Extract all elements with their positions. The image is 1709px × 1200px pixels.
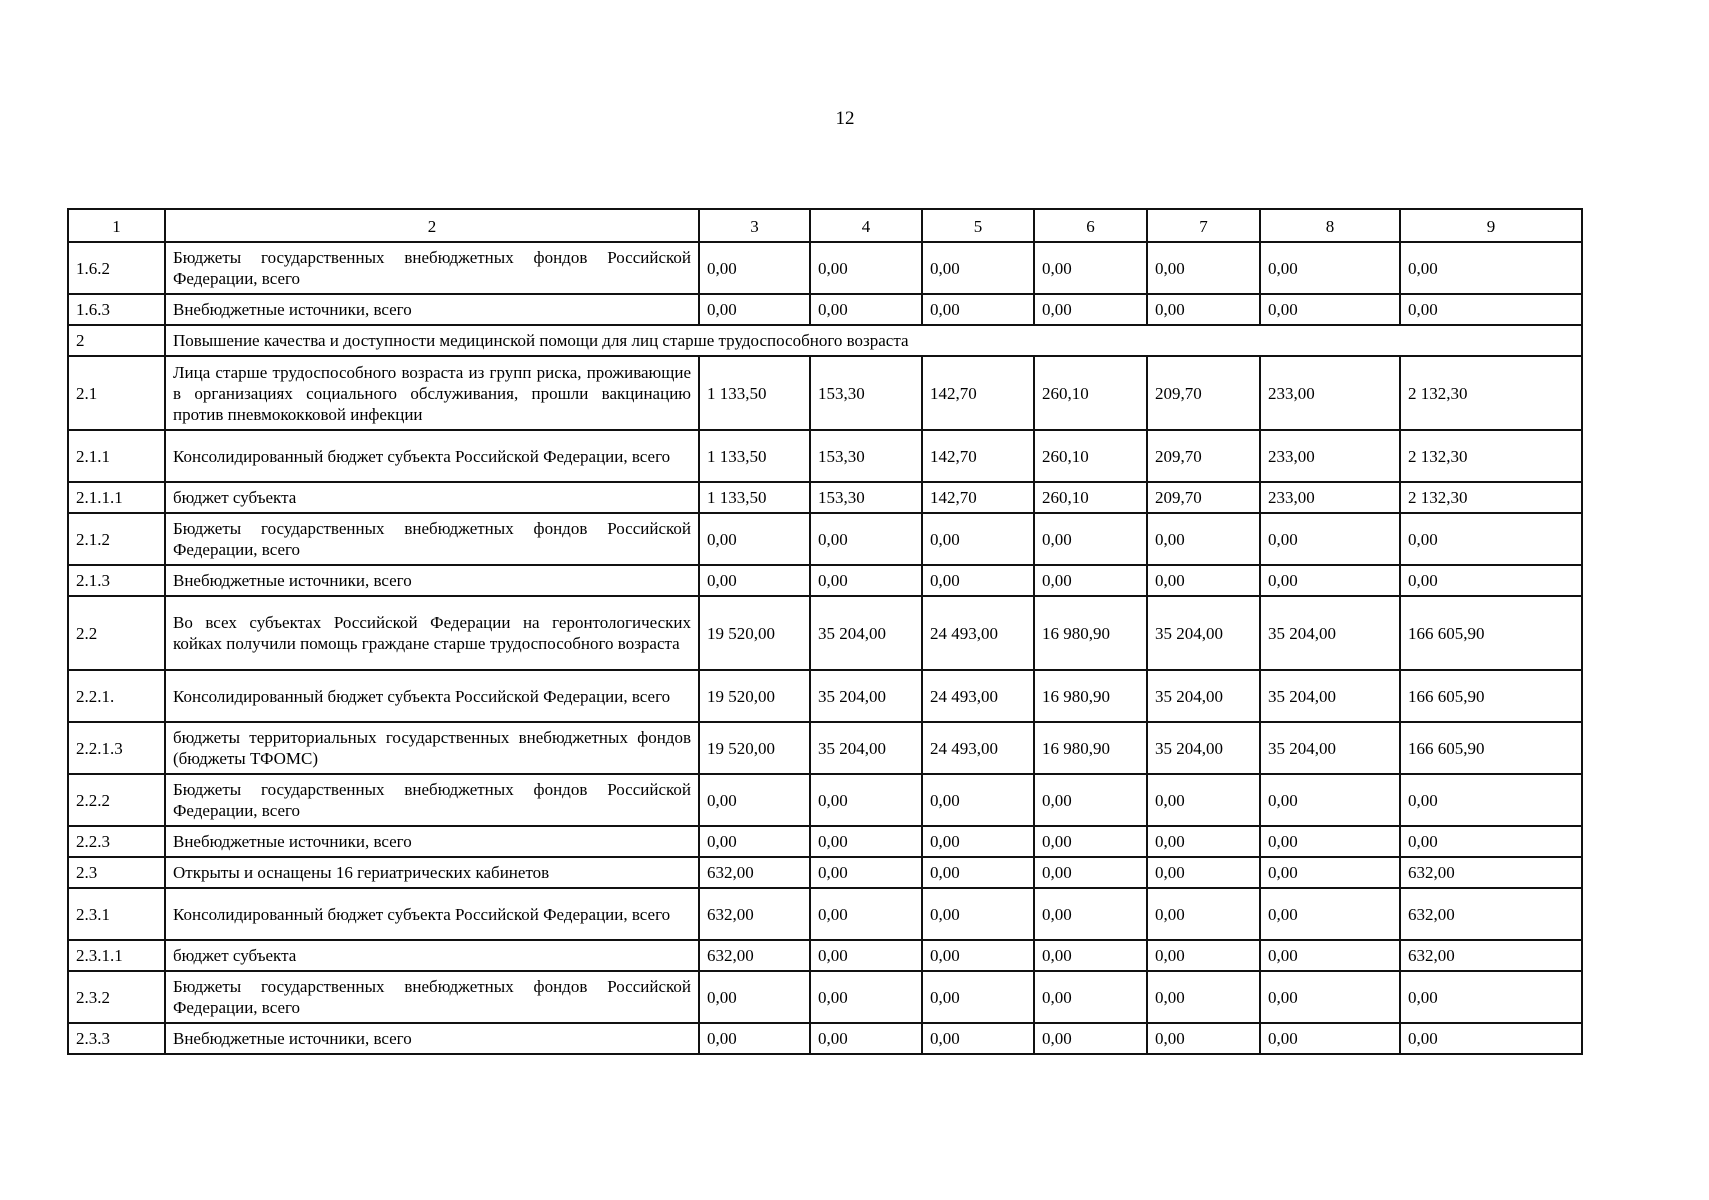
value-cell: 153,30 <box>810 430 922 482</box>
value-cell: 209,70 <box>1147 356 1260 430</box>
value-cell: 142,70 <box>922 430 1034 482</box>
column-header: 8 <box>1260 209 1400 242</box>
value-cell: 35 204,00 <box>810 670 922 722</box>
value-cell: 142,70 <box>922 482 1034 513</box>
row-code: 1.6.3 <box>68 294 165 325</box>
value-cell: 19 520,00 <box>699 722 810 774</box>
value-cell: 0,00 <box>922 826 1034 857</box>
row-code: 2.3 <box>68 857 165 888</box>
row-description: Бюджеты государственных внебюджетных фондов Российской Федерации, всего <box>165 513 699 565</box>
value-cell: 1 133,50 <box>699 430 810 482</box>
value-cell: 0,00 <box>810 565 922 596</box>
column-header: 5 <box>922 209 1034 242</box>
page-number: 12 <box>835 108 855 129</box>
row-description: Лица старше трудоспособного возраста из групп риска, проживающие в организациях социального обслуживания, прошли вакцинацию против пневмококковой инфекции <box>165 356 699 430</box>
row-code: 2.1.1.1 <box>68 482 165 513</box>
table-row <box>68 670 1582 722</box>
value-cell: 0,00 <box>922 294 1034 325</box>
value-cell: 0,00 <box>810 940 922 971</box>
value-cell: 24 493,00 <box>922 596 1034 670</box>
value-cell: 0,00 <box>1147 774 1260 826</box>
value-cell: 0,00 <box>1260 971 1400 1023</box>
value-cell: 0,00 <box>922 513 1034 565</box>
value-cell: 0,00 <box>810 242 922 294</box>
value-cell: 0,00 <box>810 513 922 565</box>
value-cell: 0,00 <box>922 971 1034 1023</box>
value-cell: 0,00 <box>1034 774 1147 826</box>
row-code: 2.2 <box>68 596 165 670</box>
table-row <box>68 565 1582 596</box>
value-cell: 632,00 <box>699 888 810 940</box>
value-cell: 35 204,00 <box>810 722 922 774</box>
table-body <box>68 209 1582 1054</box>
value-cell: 0,00 <box>699 1023 810 1054</box>
value-cell: 0,00 <box>1034 294 1147 325</box>
value-cell: 19 520,00 <box>699 596 810 670</box>
row-description: Бюджеты государственных внебюджетных фондов Российской Федерации, всего <box>165 774 699 826</box>
row-description: бюджеты территориальных государственных внебюджетных фондов (бюджеты ТФОМС) <box>165 722 699 774</box>
row-code: 2 <box>68 325 165 356</box>
value-cell: 0,00 <box>699 242 810 294</box>
row-code: 2.3.3 <box>68 1023 165 1054</box>
value-cell: 0,00 <box>922 565 1034 596</box>
table-row <box>68 356 1582 430</box>
value-cell: 0,00 <box>810 971 922 1023</box>
table-row <box>68 325 1582 356</box>
table-row <box>68 242 1582 294</box>
value-cell: 0,00 <box>810 888 922 940</box>
value-cell: 260,10 <box>1034 356 1147 430</box>
value-cell: 0,00 <box>1400 774 1582 826</box>
value-cell: 35 204,00 <box>1147 722 1260 774</box>
row-code: 2.3.2 <box>68 971 165 1023</box>
value-cell: 0,00 <box>699 774 810 826</box>
value-cell: 0,00 <box>810 826 922 857</box>
value-cell: 35 204,00 <box>1260 722 1400 774</box>
value-cell: 0,00 <box>1260 826 1400 857</box>
value-cell: 24 493,00 <box>922 722 1034 774</box>
value-cell: 0,00 <box>1147 826 1260 857</box>
value-cell: 0,00 <box>810 294 922 325</box>
value-cell: 0,00 <box>1260 774 1400 826</box>
value-cell: 0,00 <box>922 774 1034 826</box>
value-cell: 35 204,00 <box>1260 670 1400 722</box>
row-code: 2.1.1 <box>68 430 165 482</box>
value-cell: 0,00 <box>1034 971 1147 1023</box>
value-cell: 35 204,00 <box>810 596 922 670</box>
value-cell: 0,00 <box>1147 940 1260 971</box>
value-cell: 0,00 <box>1260 857 1400 888</box>
value-cell: 1 133,50 <box>699 356 810 430</box>
value-cell: 153,30 <box>810 482 922 513</box>
table-row <box>68 482 1582 513</box>
row-description: Внебюджетные источники, всего <box>165 1023 699 1054</box>
value-cell: 0,00 <box>922 242 1034 294</box>
column-header: 3 <box>699 209 810 242</box>
value-cell: 0,00 <box>1400 565 1582 596</box>
value-cell: 0,00 <box>1400 242 1582 294</box>
value-cell: 0,00 <box>1147 242 1260 294</box>
value-cell: 16 980,90 <box>1034 722 1147 774</box>
value-cell: 16 980,90 <box>1034 596 1147 670</box>
row-code: 1.6.2 <box>68 242 165 294</box>
value-cell: 166 605,90 <box>1400 596 1582 670</box>
value-cell: 260,10 <box>1034 482 1147 513</box>
value-cell: 0,00 <box>922 1023 1034 1054</box>
column-header: 6 <box>1034 209 1147 242</box>
row-description: Открыты и оснащены 16 гериатрических кабинетов <box>165 857 699 888</box>
row-description: Внебюджетные источники, всего <box>165 826 699 857</box>
value-cell: 19 520,00 <box>699 670 810 722</box>
value-cell: 233,00 <box>1260 356 1400 430</box>
row-code: 2.1 <box>68 356 165 430</box>
value-cell: 0,00 <box>1147 888 1260 940</box>
table-row <box>68 888 1582 940</box>
value-cell: 0,00 <box>1147 971 1260 1023</box>
value-cell: 0,00 <box>1034 565 1147 596</box>
row-description: Бюджеты государственных внебюджетных фондов Российской Федерации, всего <box>165 242 699 294</box>
column-header: 4 <box>810 209 922 242</box>
column-header: 9 <box>1400 209 1582 242</box>
value-cell: 2 132,30 <box>1400 482 1582 513</box>
value-cell: 0,00 <box>1147 1023 1260 1054</box>
value-cell: 0,00 <box>1400 971 1582 1023</box>
row-code: 2.1.2 <box>68 513 165 565</box>
row-description: Во всех субъектах Российской Федерации на геронтологических койках получили помощь граждане старше трудоспособного возраста <box>165 596 699 670</box>
column-header: 2 <box>165 209 699 242</box>
value-cell: 24 493,00 <box>922 670 1034 722</box>
value-cell: 0,00 <box>1400 1023 1582 1054</box>
value-cell: 0,00 <box>810 774 922 826</box>
value-cell: 0,00 <box>1034 940 1147 971</box>
table-row <box>68 971 1582 1023</box>
value-cell: 260,10 <box>1034 430 1147 482</box>
value-cell: 142,70 <box>922 356 1034 430</box>
table-row <box>68 826 1582 857</box>
row-description: бюджет субъекта <box>165 482 699 513</box>
row-code: 2.3.1.1 <box>68 940 165 971</box>
row-description: Консолидированный бюджет субъекта Российской Федерации, всего <box>165 888 699 940</box>
value-cell: 0,00 <box>810 1023 922 1054</box>
value-cell: 0,00 <box>1260 242 1400 294</box>
row-description: бюджет субъекта <box>165 940 699 971</box>
value-cell: 0,00 <box>1034 1023 1147 1054</box>
value-cell: 0,00 <box>1034 242 1147 294</box>
value-cell: 0,00 <box>1260 888 1400 940</box>
value-cell: 0,00 <box>1400 294 1582 325</box>
value-cell: 632,00 <box>1400 888 1582 940</box>
value-cell: 0,00 <box>1260 1023 1400 1054</box>
row-code: 2.2.1.3 <box>68 722 165 774</box>
value-cell: 0,00 <box>1034 513 1147 565</box>
row-code: 2.2.3 <box>68 826 165 857</box>
value-cell: 0,00 <box>1034 888 1147 940</box>
value-cell: 166 605,90 <box>1400 722 1582 774</box>
value-cell: 0,00 <box>1400 513 1582 565</box>
value-cell: 0,00 <box>699 971 810 1023</box>
table-row <box>68 430 1582 482</box>
value-cell: 0,00 <box>1147 294 1260 325</box>
value-cell: 0,00 <box>699 565 810 596</box>
table-row <box>68 857 1582 888</box>
value-cell: 0,00 <box>1147 857 1260 888</box>
value-cell: 153,30 <box>810 356 922 430</box>
table-row <box>68 774 1582 826</box>
value-cell: 0,00 <box>1147 513 1260 565</box>
row-code: 2.2.1. <box>68 670 165 722</box>
row-description: Бюджеты государственных внебюджетных фондов Российской Федерации, всего <box>165 971 699 1023</box>
value-cell: 0,00 <box>1147 565 1260 596</box>
row-code: 2.1.3 <box>68 565 165 596</box>
value-cell: 632,00 <box>699 857 810 888</box>
value-cell: 0,00 <box>699 826 810 857</box>
value-cell: 0,00 <box>922 940 1034 971</box>
value-cell: 233,00 <box>1260 430 1400 482</box>
value-cell: 166 605,90 <box>1400 670 1582 722</box>
budget-table <box>67 208 1583 1055</box>
column-header: 1 <box>68 209 165 242</box>
row-description: Консолидированный бюджет субъекта Российской Федерации, всего <box>165 670 699 722</box>
value-cell: 2 132,30 <box>1400 356 1582 430</box>
value-cell: 0,00 <box>922 888 1034 940</box>
table-row <box>68 513 1582 565</box>
value-cell: 2 132,30 <box>1400 430 1582 482</box>
row-code: 2.2.2 <box>68 774 165 826</box>
value-cell: 0,00 <box>1260 565 1400 596</box>
value-cell: 0,00 <box>699 513 810 565</box>
column-header-row <box>68 209 1582 242</box>
value-cell: 209,70 <box>1147 482 1260 513</box>
value-cell: 35 204,00 <box>1147 670 1260 722</box>
column-header: 7 <box>1147 209 1260 242</box>
table-row <box>68 1023 1582 1054</box>
value-cell: 35 204,00 <box>1147 596 1260 670</box>
value-cell: 0,00 <box>922 857 1034 888</box>
table-row <box>68 294 1582 325</box>
value-cell: 209,70 <box>1147 430 1260 482</box>
row-code: 2.3.1 <box>68 888 165 940</box>
row-description: Повышение качества и доступности медицинской помощи для лиц старше трудоспособного возраста <box>165 325 1582 356</box>
value-cell: 233,00 <box>1260 482 1400 513</box>
value-cell: 0,00 <box>810 857 922 888</box>
value-cell: 632,00 <box>1400 857 1582 888</box>
value-cell: 632,00 <box>1400 940 1582 971</box>
row-description: Консолидированный бюджет субъекта Российской Федерации, всего <box>165 430 699 482</box>
value-cell: 632,00 <box>699 940 810 971</box>
value-cell: 16 980,90 <box>1034 670 1147 722</box>
table-row <box>68 940 1582 971</box>
value-cell: 0,00 <box>1260 513 1400 565</box>
value-cell: 1 133,50 <box>699 482 810 513</box>
value-cell: 0,00 <box>1400 826 1582 857</box>
value-cell: 0,00 <box>699 294 810 325</box>
table-row <box>68 722 1582 774</box>
value-cell: 0,00 <box>1034 857 1147 888</box>
value-cell: 0,00 <box>1034 826 1147 857</box>
row-description: Внебюджетные источники, всего <box>165 294 699 325</box>
value-cell: 0,00 <box>1260 294 1400 325</box>
value-cell: 35 204,00 <box>1260 596 1400 670</box>
value-cell: 0,00 <box>1260 940 1400 971</box>
row-description: Внебюджетные источники, всего <box>165 565 699 596</box>
table-row <box>68 596 1582 670</box>
